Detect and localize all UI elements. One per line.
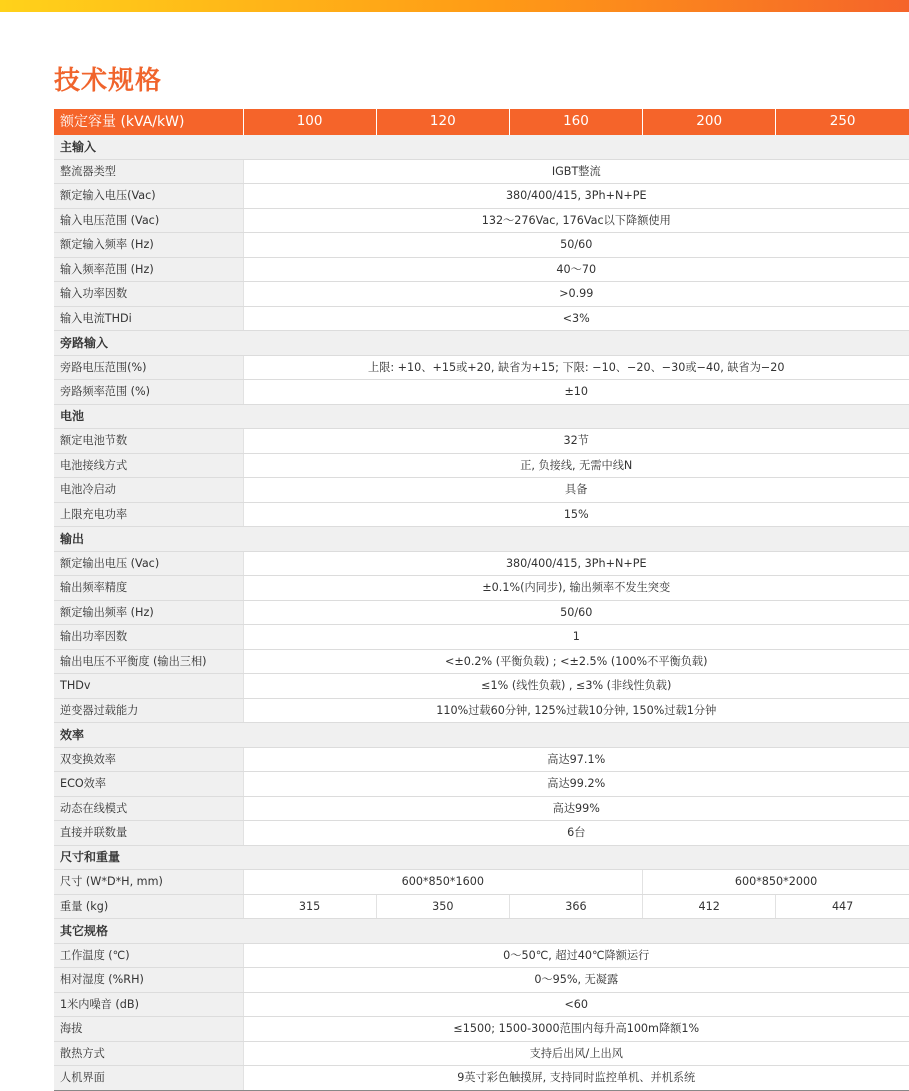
table-row	[54, 698, 909, 723]
row-value: 具备	[243, 478, 909, 503]
row-value: 6台	[243, 821, 909, 846]
row-label: 动态在线模式	[54, 796, 243, 821]
table-row	[54, 821, 909, 846]
row-label: ECO效率	[54, 772, 243, 797]
row-value: 高达99%	[243, 796, 909, 821]
row-value: 高达99.2%	[243, 772, 909, 797]
table-row	[54, 649, 909, 674]
table-row	[54, 282, 909, 307]
row-label: 输入功率因数	[54, 282, 243, 307]
weight-160: 366	[509, 894, 642, 919]
row-label: 海拔	[54, 1017, 243, 1042]
capacity-250: 250	[776, 109, 909, 135]
section-battery	[54, 404, 909, 429]
section-efficiency	[54, 723, 909, 748]
row-value: 50/60	[243, 233, 909, 258]
row-label: 旁路电压范围(%)	[54, 355, 243, 380]
row-label: 重量 (kg)	[54, 894, 243, 919]
row-value: ≤1% (线性负载) , ≤3% (非线性负载)	[243, 674, 909, 699]
size-value-small: 600*850*1600	[243, 870, 643, 895]
row-label: 电池接线方式	[54, 453, 243, 478]
row-label: 输入频率范围 (Hz)	[54, 257, 243, 282]
row-label: 输入电流THDi	[54, 306, 243, 331]
capacity-200: 200	[643, 109, 776, 135]
table-row	[54, 968, 909, 993]
row-label: 人机界面	[54, 1066, 243, 1091]
section-title: 尺寸和重量	[54, 845, 909, 870]
row-label: 整流器类型	[54, 159, 243, 184]
row-value: 380/400/415, 3Ph+N+PE	[243, 184, 909, 209]
weight-200: 412	[643, 894, 776, 919]
capacity-160: 160	[509, 109, 642, 135]
table-row	[54, 551, 909, 576]
section-title: 电池	[54, 404, 909, 429]
weight-120: 350	[376, 894, 509, 919]
section-other-specs	[54, 919, 909, 944]
row-label: 散热方式	[54, 1041, 243, 1066]
row-label: 工作温度 (℃)	[54, 943, 243, 968]
table-row	[54, 772, 909, 797]
weight-100: 315	[243, 894, 376, 919]
row-label: 额定输出电压 (Vac)	[54, 551, 243, 576]
capacity-100: 100	[243, 109, 376, 135]
row-label: 相对湿度 (%RH)	[54, 968, 243, 993]
section-title: 效率	[54, 723, 909, 748]
row-label: 输入电压范围 (Vac)	[54, 208, 243, 233]
table-header-row	[54, 109, 909, 135]
section-title: 旁路输入	[54, 331, 909, 356]
row-label: 直接并联数量	[54, 821, 243, 846]
page-title: 技术规格	[54, 66, 163, 96]
row-value: 380/400/415, 3Ph+N+PE	[243, 551, 909, 576]
section-title: 其它规格	[54, 919, 909, 944]
spec-table	[54, 109, 909, 1091]
table-row	[54, 257, 909, 282]
row-value: <3%	[243, 306, 909, 331]
row-value: 9英寸彩色触摸屏, 支持同时监控单机、并机系统	[243, 1066, 909, 1091]
table-row	[54, 796, 909, 821]
weight-250: 447	[776, 894, 909, 919]
table-row	[54, 184, 909, 209]
capacity-120: 120	[376, 109, 509, 135]
row-value: >0.99	[243, 282, 909, 307]
row-value: ±10	[243, 380, 909, 405]
row-value: 0～50℃, 超过40℃降额运行	[243, 943, 909, 968]
row-value: 1	[243, 625, 909, 650]
row-label: 额定输出频率 (Hz)	[54, 600, 243, 625]
table-row	[54, 208, 909, 233]
row-value: 正, 负接线, 无需中线N	[243, 453, 909, 478]
row-label: 输出频率精度	[54, 576, 243, 601]
row-value: 支持后出风/上出风	[243, 1041, 909, 1066]
table-row	[54, 747, 909, 772]
table-row	[54, 943, 909, 968]
table-row	[54, 894, 909, 919]
row-value: 50/60	[243, 600, 909, 625]
section-main-input	[54, 135, 909, 159]
table-row	[54, 576, 909, 601]
row-value: <60	[243, 992, 909, 1017]
section-title: 主输入	[54, 135, 909, 159]
table-row	[54, 992, 909, 1017]
row-label: 旁路频率范围 (%)	[54, 380, 243, 405]
table-row	[54, 502, 909, 527]
row-label: 额定输入频率 (Hz)	[54, 233, 243, 258]
table-row	[54, 429, 909, 454]
table-row	[54, 625, 909, 650]
table-row	[54, 380, 909, 405]
row-value: 0～95%, 无凝露	[243, 968, 909, 993]
row-value: 上限: +10、+15或+20, 缺省为+15; 下限: −10、−20、−30或−40, 缺省为−20	[243, 355, 909, 380]
row-value: 40～70	[243, 257, 909, 282]
row-value: ≤1500; 1500-3000范围内每升高100m降额1%	[243, 1017, 909, 1042]
top-gradient-bar	[0, 0, 909, 12]
section-bypass-input	[54, 331, 909, 356]
row-label: 电池冷启动	[54, 478, 243, 503]
row-label: 输出电压不平衡度 (输出三相)	[54, 649, 243, 674]
row-value: 132～276Vac, 176Vac以下降额使用	[243, 208, 909, 233]
row-value: 15%	[243, 502, 909, 527]
table-row	[54, 674, 909, 699]
row-label: 逆变器过载能力	[54, 698, 243, 723]
table-row	[54, 478, 909, 503]
row-value: IGBT整流	[243, 159, 909, 184]
row-value: 32节	[243, 429, 909, 454]
row-label: 尺寸 (W*D*H, mm)	[54, 870, 243, 895]
table-row	[54, 233, 909, 258]
section-dimensions-weight	[54, 845, 909, 870]
row-label: 双变换效率	[54, 747, 243, 772]
section-title: 输出	[54, 527, 909, 552]
table-row	[54, 159, 909, 184]
table-row	[54, 870, 909, 895]
table-row	[54, 1017, 909, 1042]
row-value: 高达97.1%	[243, 747, 909, 772]
row-label: 上限充电功率	[54, 502, 243, 527]
table-row	[54, 306, 909, 331]
row-label: 1米内噪音 (dB)	[54, 992, 243, 1017]
section-output	[54, 527, 909, 552]
row-value: 110%过载60分钟, 125%过载10分钟, 150%过载1分钟	[243, 698, 909, 723]
table-row	[54, 600, 909, 625]
row-value: ±0.1%(内同步), 输出频率不发生突变	[243, 576, 909, 601]
row-label: THDv	[54, 674, 243, 699]
capacity-header-label: 额定容量 (kVA/kW)	[54, 109, 243, 135]
table-row	[54, 355, 909, 380]
row-label: 额定电池节数	[54, 429, 243, 454]
table-row	[54, 453, 909, 478]
row-label: 额定输入电压(Vac)	[54, 184, 243, 209]
row-value: <±0.2% (平衡负载) ; <±2.5% (100%不平衡负载)	[243, 649, 909, 674]
row-label: 输出功率因数	[54, 625, 243, 650]
table-row	[54, 1066, 909, 1091]
size-value-large: 600*850*2000	[643, 870, 909, 895]
